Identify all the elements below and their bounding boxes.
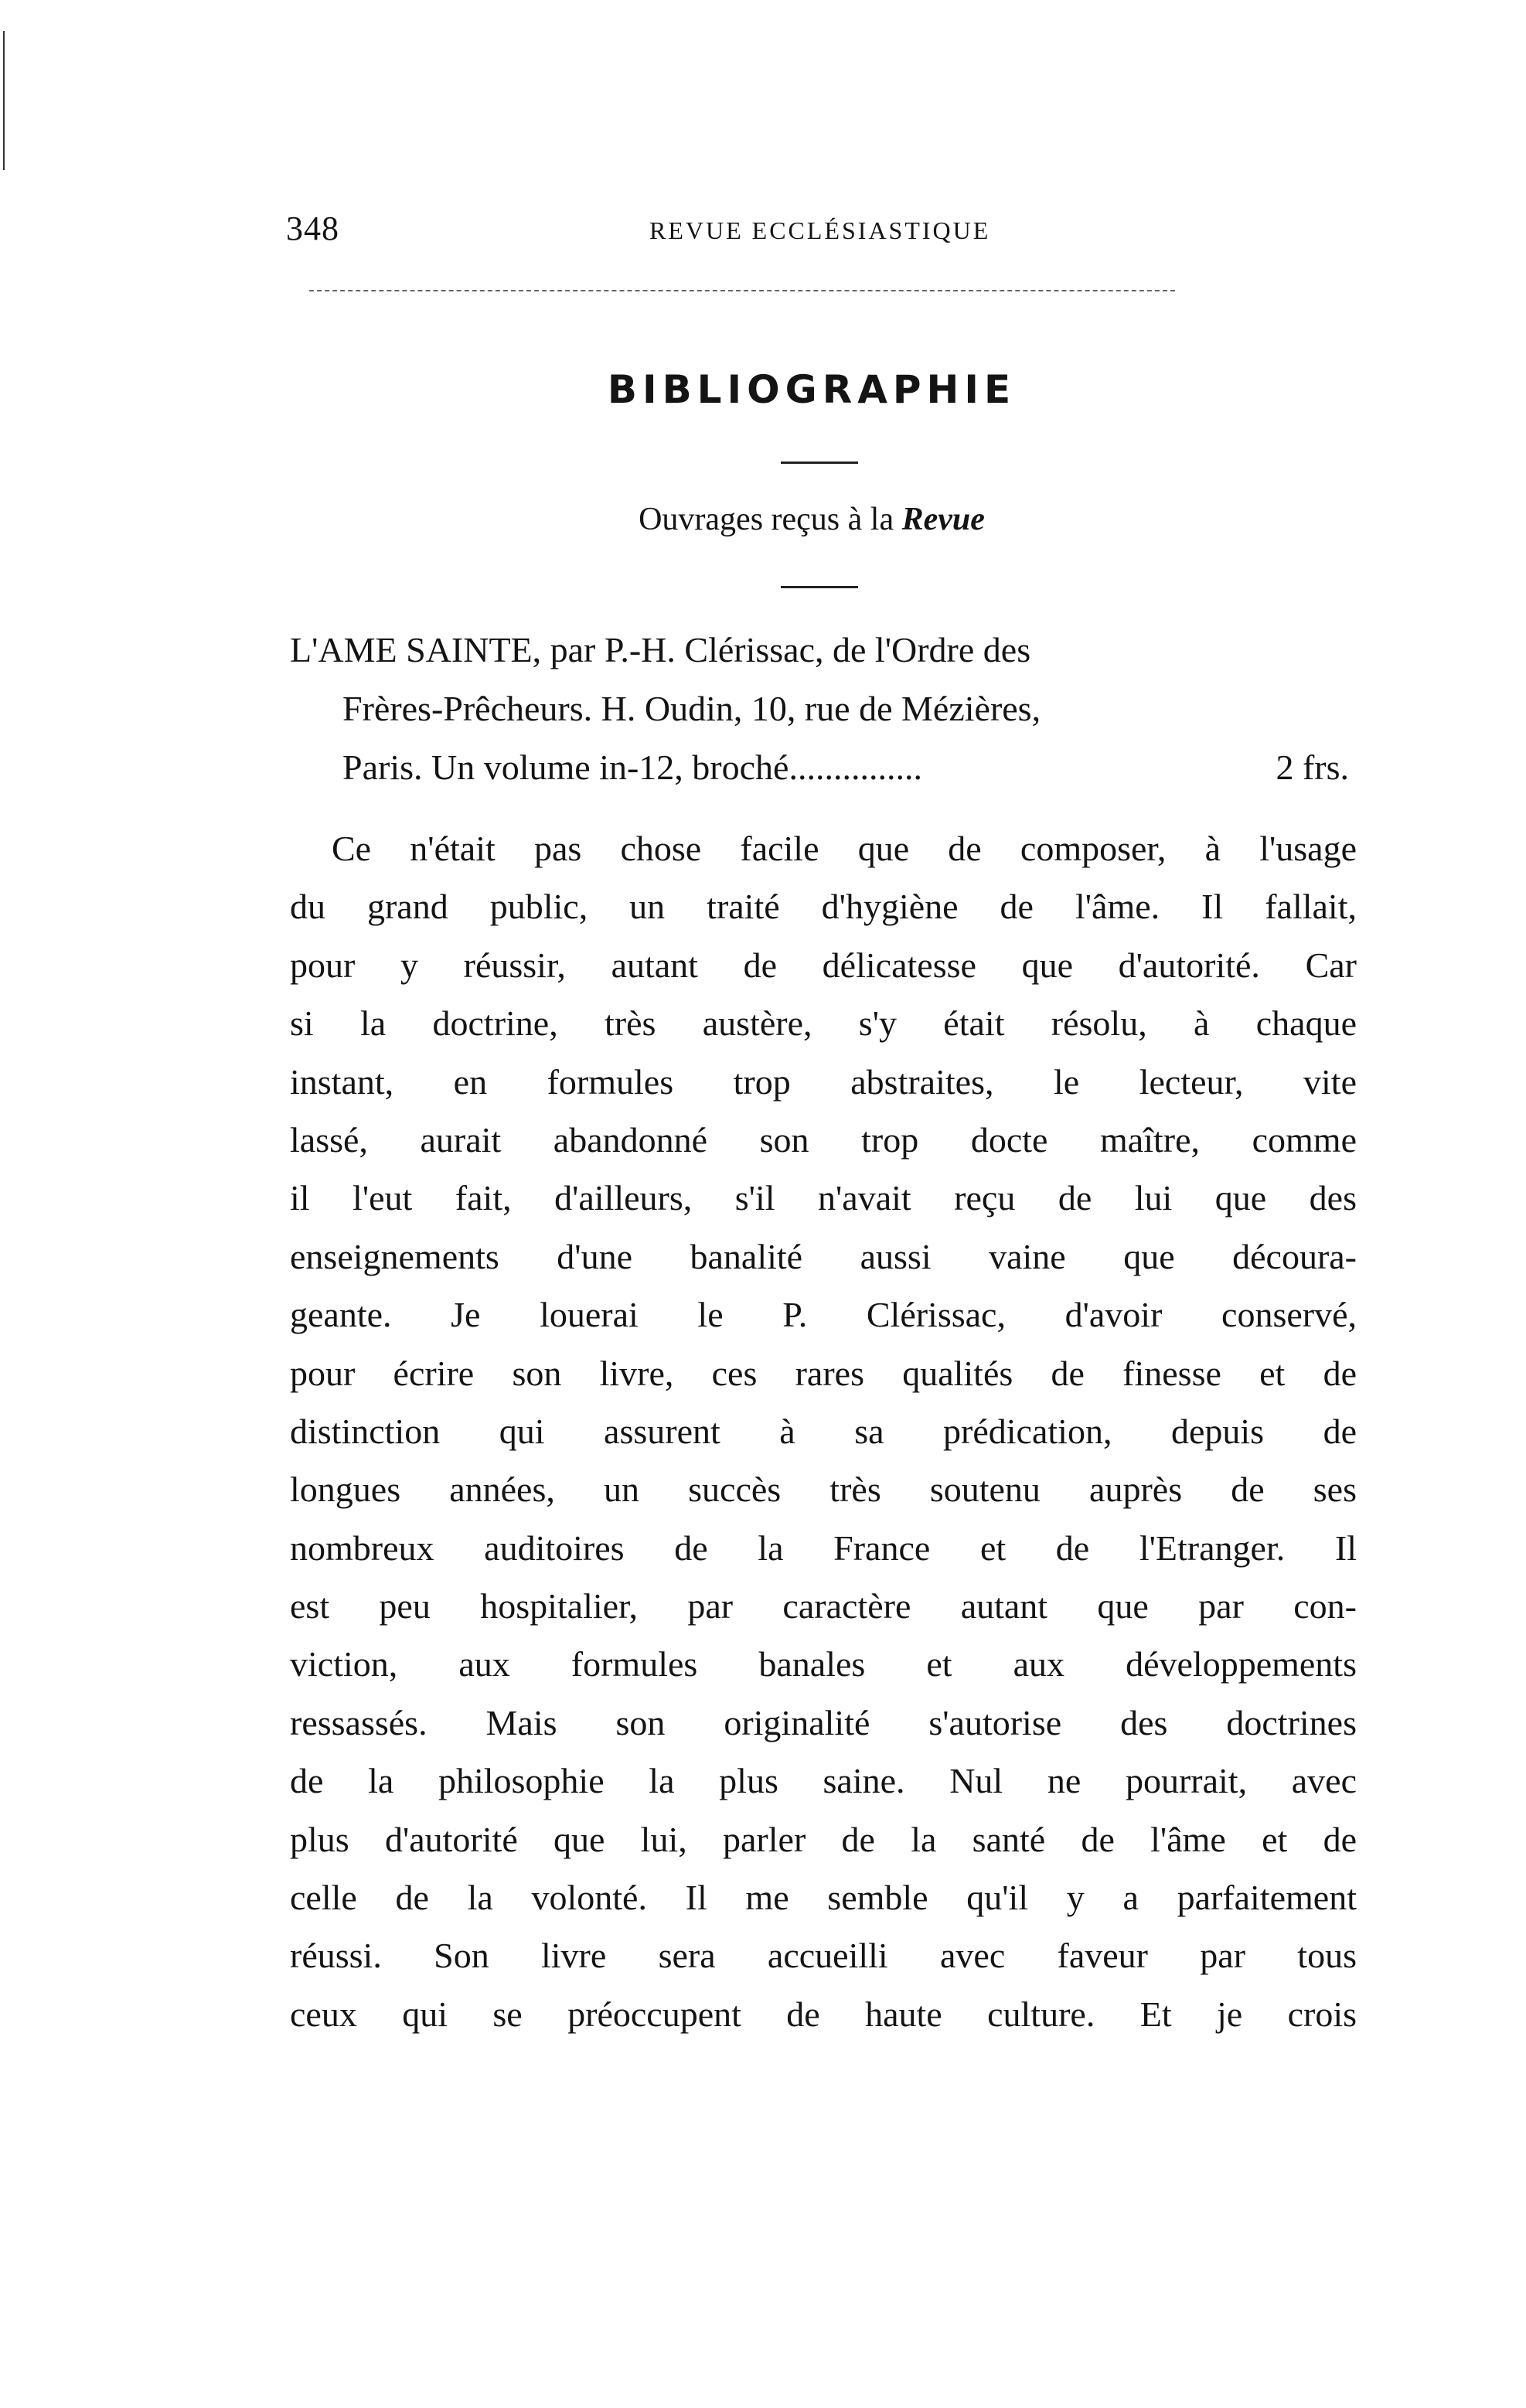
header-divider [309, 290, 1175, 291]
subtitle-divider [781, 586, 858, 588]
review-line: celle de la volonté. Il me semble qu'il y a parfaitement [290, 1878, 1357, 1918]
review-line: longues années, un succès très soutenu auprès de ses [290, 1470, 1357, 1510]
review-line: pour écrire son livre, ces rares qualités de finesse et de [290, 1353, 1357, 1393]
entry-line: Frères-Prêcheurs. H. Oudin, 10, rue de Mézières, [342, 689, 1041, 728]
page-header [286, 209, 1361, 255]
review-line: nombreux auditoires de la France et de l'Etranger. Il [290, 1528, 1357, 1568]
review-line: ceux qui se préoccupent de haute culture. Et je crois [290, 1994, 1357, 2034]
subtitle-journal-name: Revue [901, 502, 985, 537]
review-line: est peu hospitalier, par caractère autant que par con- [290, 1586, 1357, 1626]
entry-line: L'AME SAINTE, par P.-H. Clérissac, de l'Ordre des [290, 630, 1031, 669]
review-line: plus d'autorité que lui, parler de la santé de l'âme et de [290, 1819, 1357, 1859]
subtitle-prefix: Ouvrages reçus à la [639, 502, 902, 537]
review-line: viction, aux formules banales et aux développements [290, 1644, 1357, 1684]
review-line: de la philosophie la plus saine. Nul ne pourrait, avec [290, 1761, 1357, 1801]
section-title: BIBLIOGRAPHIE [607, 367, 1017, 412]
review-text [290, 819, 1357, 2043]
entry-price: 2 frs. [1276, 748, 1349, 787]
review-line: lassé, aurait abandonné son trop docte maître, comme [290, 1119, 1357, 1160]
review-line: Ce n'était pas chose facile que de composer, à l'usage [332, 829, 1357, 868]
review-line: ressassés. Mais son originalité s'autorise des doctrines [290, 1702, 1357, 1742]
review-line: si la doctrine, très austère, s'y était résolu, à chaque [290, 1003, 1357, 1044]
review-line: enseignements d'une banalité aussi vaine que découra- [290, 1236, 1357, 1276]
bibliography-entry [290, 621, 1357, 797]
entry-publication-details: Paris. Un volume in-12, broché............... [342, 748, 922, 787]
page-number: 348 [286, 209, 339, 247]
scan-edge-mark [3, 31, 5, 170]
entry-line [290, 738, 1357, 797]
section-subtitle [464, 501, 1160, 538]
title-divider [781, 462, 858, 464]
review-line: geante. Je louerai le P. Clérissac, d'avoir conservé, [290, 1295, 1357, 1335]
review-line: distinction qui assurent à sa prédication, depuis de [290, 1411, 1357, 1451]
review-line: il l'eut fait, d'ailleurs, s'il n'avait reçu de lui que des [290, 1178, 1357, 1218]
review-line: pour y réussir, autant de délicatesse que d'autorité. Car [290, 945, 1357, 985]
review-line: réussi. Son livre sera accueilli avec faveur par tous [290, 1936, 1357, 1976]
running-title: REVUE ECCLÉSIASTIQUE [649, 216, 991, 244]
review-line: instant, en formules trop abstraites, le lecteur, vite [290, 1061, 1357, 1102]
review-line: du grand public, un traité d'hygiène de l'âme. Il fallait, [290, 887, 1357, 927]
